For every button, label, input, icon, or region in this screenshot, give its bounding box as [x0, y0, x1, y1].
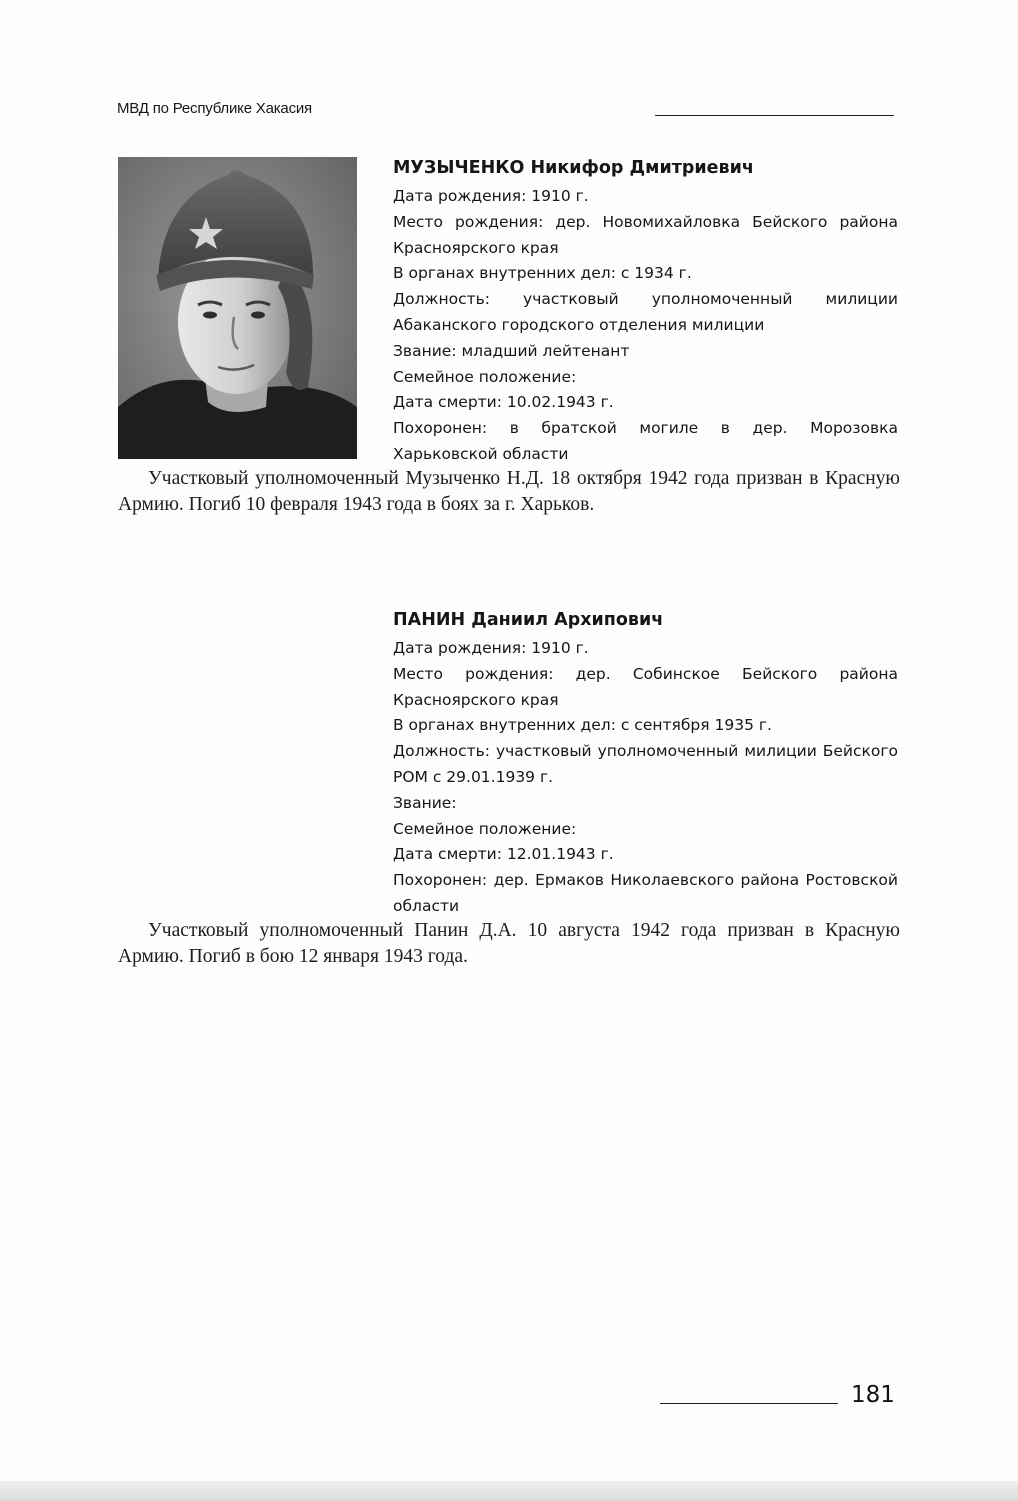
burial-place-field: Похоронен: в братской могиле в дер. Морозовка Харьковской области	[393, 419, 898, 463]
death-date-field: Дата смерти: 12.01.1943 г.	[393, 845, 614, 864]
marital-status-field: Семейное положение:	[393, 819, 577, 838]
position-field: Должность: участковый уполномоченный милиции Бейского РОМ с 29.01.1939 г.	[393, 742, 898, 786]
birth-date-field: Дата рождения: 1910 г.	[393, 187, 589, 205]
running-head: МВД по Республике Хакасия	[117, 100, 312, 117]
marital-status-field: Семейное положение:	[393, 367, 577, 386]
given-names: Даниил Архипович	[471, 610, 664, 630]
biography-entry	[393, 156, 898, 468]
header-rule	[655, 115, 894, 116]
rank-field: Звание: младший лейтенант	[393, 341, 630, 360]
birth-place-field: Место рождения: дер. Собинское Бейского района Красноярского края	[393, 664, 898, 709]
service-start-field: В органах внутренних дел: с 1934 г.	[393, 264, 692, 283]
person-name	[393, 156, 898, 180]
surname: МУЗЫЧЕНКО	[393, 158, 525, 178]
person-name	[393, 608, 898, 632]
death-date-field: Дата смерти: 10.02.1943 г.	[393, 393, 614, 412]
biography-entry	[393, 608, 898, 920]
service-start-field: В органах внутренних дел: с сентября 1935 г.	[393, 716, 772, 735]
biography-narrative: Участковый уполномоченный Панин Д.А. 10 августа 1942 года призван в Красную Армию. Погиб в бою 12 января 1943 года.	[118, 920, 900, 967]
birth-place-field: Место рождения: дер. Новомихайловка Бейского района Красноярского края	[393, 212, 898, 257]
rank-field: Звание:	[393, 793, 457, 812]
surname: ПАНИН	[393, 610, 466, 630]
page-number: 181	[851, 1382, 895, 1408]
birth-date-field: Дата рождения: 1910 г.	[393, 639, 589, 657]
given-names: Никифор Дмитриевич	[530, 158, 754, 178]
position-field: Должность: участковый уполномоченный милиции Абаканского городского отделения милиции	[393, 290, 898, 334]
page-bottom-edge	[0, 1481, 1018, 1501]
footer-rule	[660, 1403, 838, 1404]
burial-place-field: Похоронен: дер. Ермаков Николаевского района Ростовской области	[393, 871, 898, 915]
biography-narrative: Участковый уполномоченный Музыченко Н.Д. 18 октября 1942 года призван в Красную Армию. Погиб 10 февраля 1943 года в боях за г. Харьков.	[118, 468, 900, 515]
portrait-photo	[118, 157, 357, 459]
